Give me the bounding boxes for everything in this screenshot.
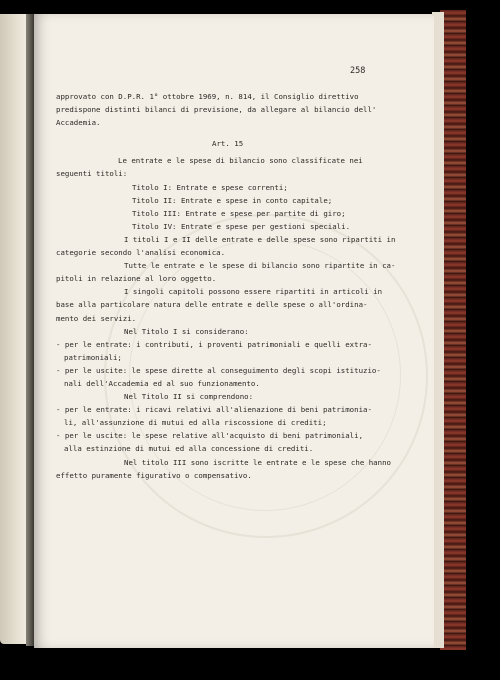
previous-page-edge [0,14,28,644]
text-line: li, all'assunzione di mutui ed alla riscossione di crediti; [64,418,327,428]
text-line: Le entrate e le spese di bilancio sono classificate nei [118,156,363,166]
text-line: I singoli capitoli possono essere ripartiti in articoli in [124,287,383,297]
text-line: - per le uscite: le spese relative all'acquisto di beni patrimoniali, [56,431,364,441]
text-line: seguenti titoli: [56,169,128,179]
text-line: patrimoniali; [64,352,122,362]
page-text [56,90,426,482]
text-line: categorie secondo l'analisi economica. [56,248,226,258]
text-line: Accademia. [56,118,101,128]
book-gutter [26,14,34,646]
text-line: base alla particolare natura delle entrate e delle spese o all'ordina- [56,300,368,310]
text-line: Nel Titolo I si considerano: [124,326,249,336]
text-line: Nel Titolo II si comprendono: [124,392,254,402]
text-line: alla estinzione di mutui ed alla concessione di crediti. [64,444,314,454]
text-line: Titolo II: Entrate e spese in conto capitale; [132,195,333,205]
page-number: 258 [350,66,366,76]
text-line: I titoli I e II delle entrate e delle spese sono ripartiti in [124,234,396,244]
text-line: approvato con D.P.R. 1° ottobre 1969, n. 814, il Consiglio direttivo [56,92,359,101]
text-line: - per le entrate: i contributi, i proventi patrimoniali e quelli extra- [56,339,372,349]
text-line: - per le entrate: i ricavi relativi all'alienazione di beni patrimonia- [56,405,372,415]
text-line: Titolo III: Entrate e spese per partite di giro; [132,208,346,218]
text-line: Nel titolo III sono iscritte le entrate e le spese che hanno [124,457,391,467]
text-line: Titolo I: Entrate e spese correnti; [132,182,288,192]
text-line: mento dei servizi. [56,313,137,323]
text-line: pitoli in relazione al loro oggetto. [56,274,217,284]
text-line: Titolo IV: Entrate e spese per gestioni speciali. [132,221,351,231]
text-line: Tutte le entrate e le spese di bilancio sono ripartite in ca- [124,261,396,271]
text-line: effetto puramente figurativo o compensativo. [56,470,252,480]
text-line: nali dell'Accademia ed al suo funzionamento. [64,378,260,388]
text-line: - per le uscite: le spese dirette al conseguimento degli scopi istituzio- [56,365,381,375]
text-line: predispone distinti bilanci di previsione, da allegare al bilancio dell' [56,105,377,115]
article-title: Art. 15 [212,139,244,149]
